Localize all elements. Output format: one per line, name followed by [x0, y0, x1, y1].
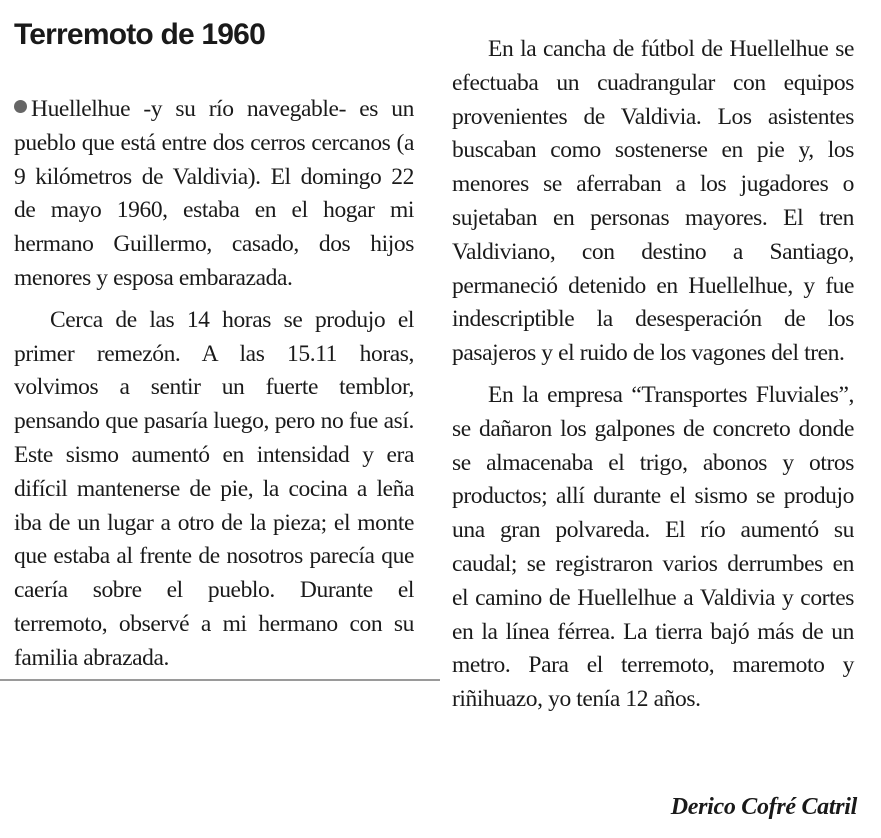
bullet-icon [14, 100, 27, 113]
article-column-right [452, 33, 854, 717]
article-paragraph-text: Huellelhue -y su río navegable- es un pueblo que está entre dos cerros cercanos (a 9 kilómetros de Valdivia). El domingo 22 de mayo 1960, estaba en el hogar mi hermano Guillermo, casado, dos hijos menores y esposa embarazada. [14, 96, 414, 291]
article-title: Terremoto de 1960 [14, 18, 265, 51]
article-paragraph: En la empresa “Transportes Fluviales”, se dañaron los galpones de concreto donde se almacenaba el trigo, abonos y otros productos; allí durante el sismo se produjo una gran polvareda. El río aumentó su caudal; se registraron varios derrumbes en el camino de Huellelhue a Valdivia y cortes en la línea férrea. La tierra bajó más de un metro. Para el terremoto, maremoto y riñihuazo, yo tenía 12 años. [452, 381, 854, 713]
article-column-left [14, 93, 414, 676]
author-signature: Derico Cofré Catril [670, 794, 857, 820]
article-paragraph: En la cancha de fútbol de Huellelhue se efectuaba un cuadrangular con equipos provenientes de Valdivia. Los asistentes buscaban como sostenerse en pie y, los menores se aferraban a los jugadores o sujetaban en personas mayores. El tren Valdiviano, con destino a Santiago, permaneció detenido en Huellelhue, y fue indescriptible la desesperación de los pasajeros y el ruido de los vagones del tren. [452, 36, 854, 367]
section-divider [0, 679, 440, 681]
article-paragraph: Cerca de las 14 horas se produjo el primer remezón. A las 15.11 horas, volvimos a sentir un fuerte temblor, pensando que pasaría luego, pero no fue así. Este sismo aumentó en intensidad y era difícil mantenerse de pie, la cocina a leña iba de un lugar a otro de la pieza; el monte que estaba al frente de nosotros parecía que caería sobre el pueblo. Durante el terremoto, observé a mi hermano con su familia abrazada. [14, 306, 414, 671]
article-paragraph [14, 93, 414, 296]
